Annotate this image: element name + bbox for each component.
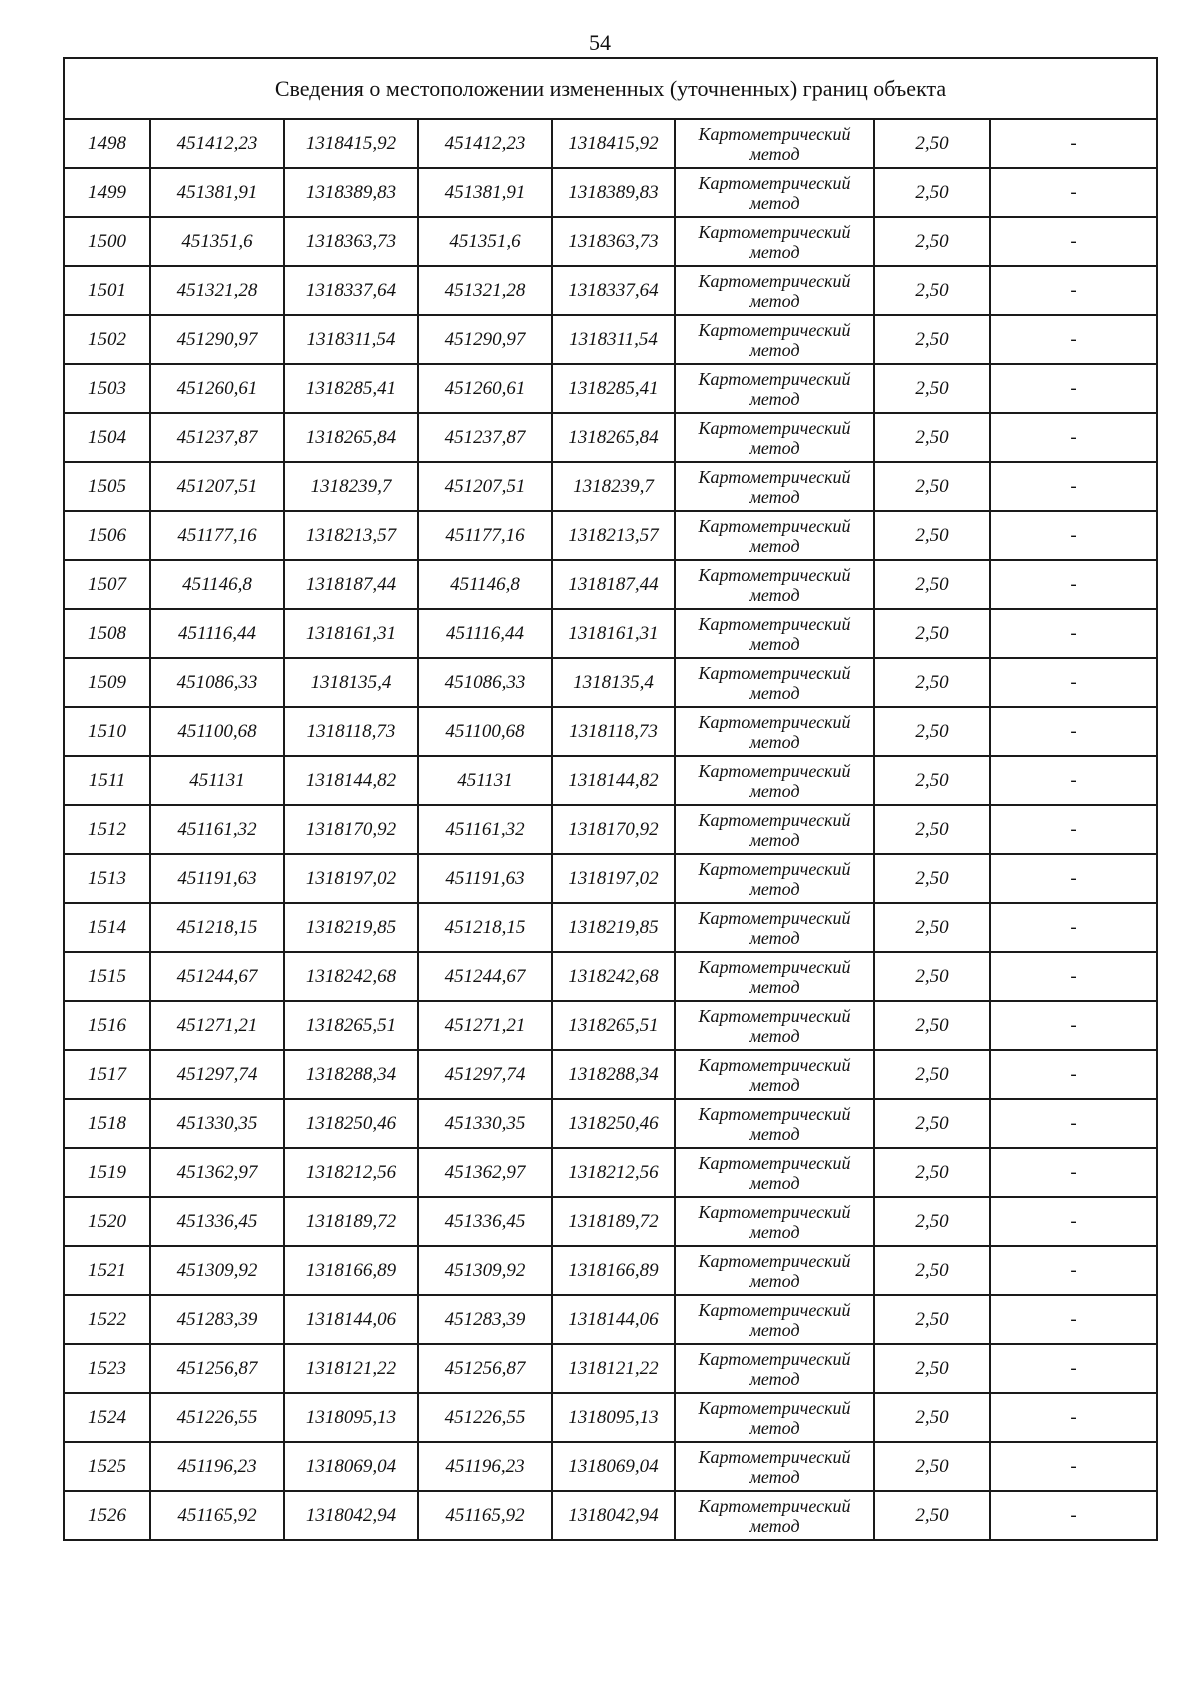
y-new-cell: 1318337,64	[552, 266, 675, 315]
y-new-cell: 1318363,73	[552, 217, 675, 266]
note-cell: -	[990, 560, 1157, 609]
point-number-cell: 1525	[64, 1442, 150, 1491]
note-cell: -	[990, 1001, 1157, 1050]
point-number-cell: 1507	[64, 560, 150, 609]
y-new-cell: 1318121,22	[552, 1344, 675, 1393]
point-number-cell: 1504	[64, 413, 150, 462]
y-new-cell: 1318219,85	[552, 903, 675, 952]
x-existing-cell: 451086,33	[150, 658, 284, 707]
accuracy-cell: 2,50	[874, 1393, 990, 1442]
note-cell: -	[990, 1050, 1157, 1099]
y-new-cell: 1318166,89	[552, 1246, 675, 1295]
note-cell: -	[990, 413, 1157, 462]
x-new-cell: 451381,91	[418, 168, 552, 217]
y-existing-cell: 1318250,46	[284, 1099, 418, 1148]
y-new-cell: 1318187,44	[552, 560, 675, 609]
table-row	[64, 1148, 1157, 1197]
accuracy-cell: 2,50	[874, 1246, 990, 1295]
x-new-cell: 451412,23	[418, 119, 552, 168]
x-existing-cell: 451362,97	[150, 1148, 284, 1197]
point-number-cell: 1498	[64, 119, 150, 168]
y-new-cell: 1318213,57	[552, 511, 675, 560]
x-new-cell: 451297,74	[418, 1050, 552, 1099]
note-cell: -	[990, 903, 1157, 952]
method-cell: Картометрический метод	[675, 364, 874, 413]
x-existing-cell: 451330,35	[150, 1099, 284, 1148]
x-new-cell: 451260,61	[418, 364, 552, 413]
y-new-cell: 1318095,13	[552, 1393, 675, 1442]
x-new-cell: 451086,33	[418, 658, 552, 707]
point-number-cell: 1501	[64, 266, 150, 315]
y-existing-cell: 1318337,64	[284, 266, 418, 315]
method-cell: Картометрический метод	[675, 315, 874, 364]
table-row	[64, 609, 1157, 658]
table-row	[64, 1099, 1157, 1148]
y-new-cell: 1318069,04	[552, 1442, 675, 1491]
point-number-cell: 1519	[64, 1148, 150, 1197]
y-new-cell: 1318311,54	[552, 315, 675, 364]
y-existing-cell: 1318389,83	[284, 168, 418, 217]
x-existing-cell: 451256,87	[150, 1344, 284, 1393]
accuracy-cell: 2,50	[874, 1050, 990, 1099]
method-cell: Картометрический метод	[675, 511, 874, 560]
point-number-cell: 1523	[64, 1344, 150, 1393]
method-cell: Картометрический метод	[675, 217, 874, 266]
table-row	[64, 805, 1157, 854]
table-row	[64, 1344, 1157, 1393]
note-cell: -	[990, 1491, 1157, 1540]
point-number-cell: 1518	[64, 1099, 150, 1148]
point-number-cell: 1505	[64, 462, 150, 511]
y-new-cell: 1318212,56	[552, 1148, 675, 1197]
x-existing-cell: 451237,87	[150, 413, 284, 462]
method-cell: Картометрический метод	[675, 658, 874, 707]
x-new-cell: 451218,15	[418, 903, 552, 952]
y-new-cell: 1318118,73	[552, 707, 675, 756]
accuracy-cell: 2,50	[874, 1148, 990, 1197]
accuracy-cell: 2,50	[874, 168, 990, 217]
x-new-cell: 451271,21	[418, 1001, 552, 1050]
note-cell: -	[990, 707, 1157, 756]
method-cell: Картометрический метод	[675, 952, 874, 1001]
x-existing-cell: 451283,39	[150, 1295, 284, 1344]
method-cell: Картометрический метод	[675, 168, 874, 217]
method-cell: Картометрический метод	[675, 854, 874, 903]
accuracy-cell: 2,50	[874, 1197, 990, 1246]
accuracy-cell: 2,50	[874, 1491, 990, 1540]
x-existing-cell: 451218,15	[150, 903, 284, 952]
accuracy-cell: 2,50	[874, 364, 990, 413]
point-number-cell: 1503	[64, 364, 150, 413]
note-cell: -	[990, 1246, 1157, 1295]
y-existing-cell: 1318069,04	[284, 1442, 418, 1491]
table-row	[64, 1491, 1157, 1540]
y-new-cell: 1318161,31	[552, 609, 675, 658]
point-number-cell: 1512	[64, 805, 150, 854]
x-existing-cell: 451412,23	[150, 119, 284, 168]
method-cell: Картометрический метод	[675, 1099, 874, 1148]
y-existing-cell: 1318166,89	[284, 1246, 418, 1295]
note-cell: -	[990, 1197, 1157, 1246]
x-new-cell: 451191,63	[418, 854, 552, 903]
table-row	[64, 903, 1157, 952]
y-existing-cell: 1318144,82	[284, 756, 418, 805]
note-cell: -	[990, 1442, 1157, 1491]
method-cell: Картометрический метод	[675, 413, 874, 462]
y-new-cell: 1318144,06	[552, 1295, 675, 1344]
x-existing-cell: 451381,91	[150, 168, 284, 217]
x-existing-cell: 451131	[150, 756, 284, 805]
table-row	[64, 413, 1157, 462]
note-cell: -	[990, 511, 1157, 560]
x-new-cell: 451290,97	[418, 315, 552, 364]
point-number-cell: 1513	[64, 854, 150, 903]
accuracy-cell: 2,50	[874, 1295, 990, 1344]
y-existing-cell: 1318363,73	[284, 217, 418, 266]
y-existing-cell: 1318042,94	[284, 1491, 418, 1540]
y-new-cell: 1318250,46	[552, 1099, 675, 1148]
note-cell: -	[990, 119, 1157, 168]
boundary-coordinates-table	[63, 57, 1158, 1541]
point-number-cell: 1520	[64, 1197, 150, 1246]
method-cell: Картометрический метод	[675, 1148, 874, 1197]
table-row	[64, 854, 1157, 903]
y-new-cell: 1318144,82	[552, 756, 675, 805]
note-cell: -	[990, 609, 1157, 658]
table-row	[64, 1393, 1157, 1442]
point-number-cell: 1515	[64, 952, 150, 1001]
point-number-cell: 1526	[64, 1491, 150, 1540]
point-number-cell: 1506	[64, 511, 150, 560]
y-existing-cell: 1318213,57	[284, 511, 418, 560]
y-new-cell: 1318285,41	[552, 364, 675, 413]
note-cell: -	[990, 168, 1157, 217]
x-new-cell: 451330,35	[418, 1099, 552, 1148]
x-existing-cell: 451207,51	[150, 462, 284, 511]
y-existing-cell: 1318219,85	[284, 903, 418, 952]
point-number-cell: 1514	[64, 903, 150, 952]
note-cell: -	[990, 266, 1157, 315]
table-row	[64, 1001, 1157, 1050]
method-cell: Картометрический метод	[675, 1491, 874, 1540]
x-existing-cell: 451116,44	[150, 609, 284, 658]
y-new-cell: 1318415,92	[552, 119, 675, 168]
x-existing-cell: 451100,68	[150, 707, 284, 756]
table-title: Сведения о местоположении измененных (уточненных) границ объекта	[64, 58, 1157, 119]
table-row	[64, 266, 1157, 315]
x-existing-cell: 451309,92	[150, 1246, 284, 1295]
x-existing-cell: 451351,6	[150, 217, 284, 266]
table-row	[64, 168, 1157, 217]
note-cell: -	[990, 364, 1157, 413]
y-new-cell: 1318265,84	[552, 413, 675, 462]
x-new-cell: 451309,92	[418, 1246, 552, 1295]
note-cell: -	[990, 952, 1157, 1001]
point-number-cell: 1502	[64, 315, 150, 364]
y-new-cell: 1318135,4	[552, 658, 675, 707]
method-cell: Картометрический метод	[675, 756, 874, 805]
point-number-cell: 1517	[64, 1050, 150, 1099]
x-new-cell: 451207,51	[418, 462, 552, 511]
x-existing-cell: 451165,92	[150, 1491, 284, 1540]
point-number-cell: 1524	[64, 1393, 150, 1442]
y-existing-cell: 1318242,68	[284, 952, 418, 1001]
y-new-cell: 1318389,83	[552, 168, 675, 217]
x-existing-cell: 451290,97	[150, 315, 284, 364]
y-existing-cell: 1318189,72	[284, 1197, 418, 1246]
method-cell: Картометрический метод	[675, 1295, 874, 1344]
table-row	[64, 119, 1157, 168]
note-cell: -	[990, 1099, 1157, 1148]
x-existing-cell: 451260,61	[150, 364, 284, 413]
table-row	[64, 952, 1157, 1001]
accuracy-cell: 2,50	[874, 1001, 990, 1050]
accuracy-cell: 2,50	[874, 805, 990, 854]
note-cell: -	[990, 658, 1157, 707]
y-new-cell: 1318242,68	[552, 952, 675, 1001]
method-cell: Картометрический метод	[675, 462, 874, 511]
point-number-cell: 1521	[64, 1246, 150, 1295]
method-cell: Картометрический метод	[675, 1197, 874, 1246]
accuracy-cell: 2,50	[874, 854, 990, 903]
table-row	[64, 217, 1157, 266]
y-new-cell: 1318197,02	[552, 854, 675, 903]
y-existing-cell: 1318288,34	[284, 1050, 418, 1099]
y-existing-cell: 1318285,41	[284, 364, 418, 413]
accuracy-cell: 2,50	[874, 707, 990, 756]
note-cell: -	[990, 1393, 1157, 1442]
y-existing-cell: 1318415,92	[284, 119, 418, 168]
y-new-cell: 1318239,7	[552, 462, 675, 511]
method-cell: Картометрический метод	[675, 1393, 874, 1442]
table-row	[64, 658, 1157, 707]
y-new-cell: 1318170,92	[552, 805, 675, 854]
note-cell: -	[990, 1148, 1157, 1197]
accuracy-cell: 2,50	[874, 658, 990, 707]
x-existing-cell: 451177,16	[150, 511, 284, 560]
x-existing-cell: 451191,63	[150, 854, 284, 903]
x-existing-cell: 451196,23	[150, 1442, 284, 1491]
table-row	[64, 1246, 1157, 1295]
y-new-cell: 1318265,51	[552, 1001, 675, 1050]
table-row	[64, 1295, 1157, 1344]
y-existing-cell: 1318118,73	[284, 707, 418, 756]
accuracy-cell: 2,50	[874, 413, 990, 462]
x-new-cell: 451146,8	[418, 560, 552, 609]
y-existing-cell: 1318187,44	[284, 560, 418, 609]
y-existing-cell: 1318135,4	[284, 658, 418, 707]
table-row	[64, 364, 1157, 413]
x-new-cell: 451177,16	[418, 511, 552, 560]
point-number-cell: 1522	[64, 1295, 150, 1344]
table-row	[64, 315, 1157, 364]
table-row	[64, 1442, 1157, 1491]
x-existing-cell: 451271,21	[150, 1001, 284, 1050]
y-new-cell: 1318189,72	[552, 1197, 675, 1246]
x-new-cell: 451351,6	[418, 217, 552, 266]
method-cell: Картометрический метод	[675, 1442, 874, 1491]
x-existing-cell: 451297,74	[150, 1050, 284, 1099]
x-new-cell: 451196,23	[418, 1442, 552, 1491]
accuracy-cell: 2,50	[874, 315, 990, 364]
method-cell: Картометрический метод	[675, 805, 874, 854]
table-row	[64, 560, 1157, 609]
accuracy-cell: 2,50	[874, 462, 990, 511]
table-row	[64, 1050, 1157, 1099]
point-number-cell: 1516	[64, 1001, 150, 1050]
y-existing-cell: 1318239,7	[284, 462, 418, 511]
method-cell: Картометрический метод	[675, 1050, 874, 1099]
note-cell: -	[990, 462, 1157, 511]
table-row	[64, 1197, 1157, 1246]
accuracy-cell: 2,50	[874, 756, 990, 805]
table-row	[64, 707, 1157, 756]
accuracy-cell: 2,50	[874, 560, 990, 609]
y-existing-cell: 1318144,06	[284, 1295, 418, 1344]
y-existing-cell: 1318095,13	[284, 1393, 418, 1442]
point-number-cell: 1508	[64, 609, 150, 658]
x-new-cell: 451131	[418, 756, 552, 805]
x-new-cell: 451321,28	[418, 266, 552, 315]
table-row	[64, 511, 1157, 560]
method-cell: Картометрический метод	[675, 707, 874, 756]
method-cell: Картометрический метод	[675, 1246, 874, 1295]
x-existing-cell: 451244,67	[150, 952, 284, 1001]
page-number: 54	[589, 30, 611, 55]
accuracy-cell: 2,50	[874, 609, 990, 658]
x-existing-cell: 451321,28	[150, 266, 284, 315]
y-existing-cell: 1318161,31	[284, 609, 418, 658]
y-existing-cell: 1318121,22	[284, 1344, 418, 1393]
y-new-cell: 1318288,34	[552, 1050, 675, 1099]
accuracy-cell: 2,50	[874, 217, 990, 266]
accuracy-cell: 2,50	[874, 1099, 990, 1148]
note-cell: -	[990, 315, 1157, 364]
point-number-cell: 1511	[64, 756, 150, 805]
y-existing-cell: 1318197,02	[284, 854, 418, 903]
y-existing-cell: 1318265,51	[284, 1001, 418, 1050]
x-new-cell: 451226,55	[418, 1393, 552, 1442]
x-existing-cell: 451146,8	[150, 560, 284, 609]
method-cell: Картометрический метод	[675, 609, 874, 658]
y-existing-cell: 1318265,84	[284, 413, 418, 462]
note-cell: -	[990, 1295, 1157, 1344]
x-new-cell: 451165,92	[418, 1491, 552, 1540]
x-new-cell: 451100,68	[418, 707, 552, 756]
accuracy-cell: 2,50	[874, 952, 990, 1001]
x-new-cell: 451362,97	[418, 1148, 552, 1197]
x-existing-cell: 451226,55	[150, 1393, 284, 1442]
accuracy-cell: 2,50	[874, 511, 990, 560]
note-cell: -	[990, 756, 1157, 805]
x-new-cell: 451116,44	[418, 609, 552, 658]
accuracy-cell: 2,50	[874, 266, 990, 315]
x-existing-cell: 451161,32	[150, 805, 284, 854]
note-cell: -	[990, 217, 1157, 266]
y-new-cell: 1318042,94	[552, 1491, 675, 1540]
x-new-cell: 451161,32	[418, 805, 552, 854]
x-existing-cell: 451336,45	[150, 1197, 284, 1246]
x-new-cell: 451256,87	[418, 1344, 552, 1393]
method-cell: Картометрический метод	[675, 119, 874, 168]
point-number-cell: 1499	[64, 168, 150, 217]
point-number-cell: 1500	[64, 217, 150, 266]
note-cell: -	[990, 854, 1157, 903]
method-cell: Картометрический метод	[675, 266, 874, 315]
table-row	[64, 756, 1157, 805]
y-existing-cell: 1318212,56	[284, 1148, 418, 1197]
x-new-cell: 451336,45	[418, 1197, 552, 1246]
point-number-cell: 1510	[64, 707, 150, 756]
x-new-cell: 451283,39	[418, 1295, 552, 1344]
accuracy-cell: 2,50	[874, 1442, 990, 1491]
accuracy-cell: 2,50	[874, 119, 990, 168]
x-new-cell: 451237,87	[418, 413, 552, 462]
y-existing-cell: 1318170,92	[284, 805, 418, 854]
x-new-cell: 451244,67	[418, 952, 552, 1001]
method-cell: Картометрический метод	[675, 1001, 874, 1050]
method-cell: Картометрический метод	[675, 903, 874, 952]
point-number-cell: 1509	[64, 658, 150, 707]
method-cell: Картометрический метод	[675, 1344, 874, 1393]
table-title-row	[64, 58, 1157, 119]
accuracy-cell: 2,50	[874, 1344, 990, 1393]
method-cell: Картометрический метод	[675, 560, 874, 609]
note-cell: -	[990, 805, 1157, 854]
note-cell: -	[990, 1344, 1157, 1393]
accuracy-cell: 2,50	[874, 903, 990, 952]
table-row	[64, 462, 1157, 511]
y-existing-cell: 1318311,54	[284, 315, 418, 364]
